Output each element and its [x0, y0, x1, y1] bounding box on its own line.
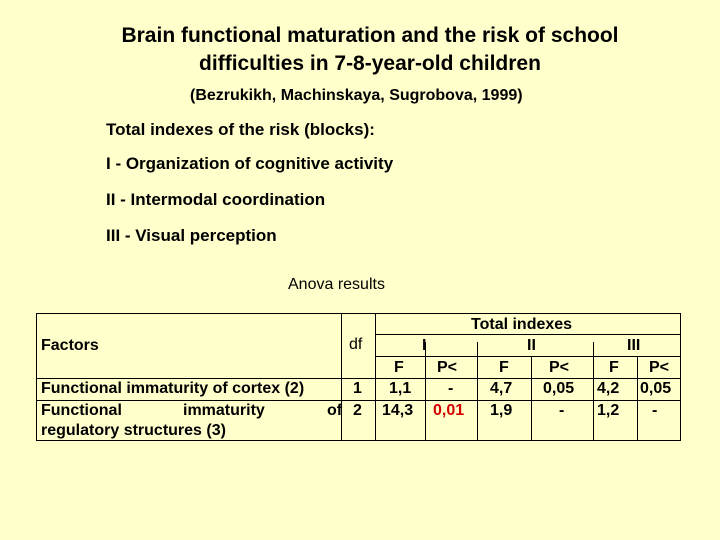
row-2-p-i-highlighted: 0,01: [433, 402, 465, 419]
block-header-underline: [375, 356, 680, 357]
row-1-f-iii: 4,2: [597, 380, 620, 397]
row-1-p-iii: 0,05: [640, 380, 672, 397]
citation: (Bezrukikh, Machinskaya, Sugrobova, 1999): [190, 87, 523, 104]
row-1-f-ii: 4,7: [490, 380, 513, 397]
divider-col: [637, 356, 638, 440]
divider-df-values: [375, 314, 376, 440]
row-2-p-iii: -: [652, 402, 658, 419]
row-1-factor: Functional immaturity of cortex (2): [41, 380, 305, 397]
row-2-df: 2: [353, 402, 362, 419]
block-item-2: II - Intermodal coordination: [106, 190, 326, 209]
row-2-factor-line-2: regulatory structures (3): [41, 422, 226, 439]
anova-table: [36, 313, 681, 441]
anova-label: Anova results: [288, 276, 385, 293]
row-2-factor-word-3: of: [327, 402, 343, 419]
block-header-ii: II: [527, 337, 536, 354]
total-indexes-header: Total indexes: [471, 316, 573, 333]
row-2-f-ii: 1,9: [490, 402, 513, 419]
title-line-2: difficulties in 7-8-year-old children: [199, 52, 541, 75]
row-2-factor-word-1: Functional: [41, 402, 122, 419]
row-2-f-iii: 1,2: [597, 402, 620, 419]
sub-header-f: F: [609, 359, 619, 376]
page-title: [60, 22, 680, 78]
total-indexes-underline: [375, 334, 680, 335]
header-bottom-line: [37, 378, 680, 379]
sub-header-f: F: [394, 359, 404, 376]
divider-factors-df: [341, 314, 342, 440]
sub-header-p: P<: [437, 359, 458, 376]
divider-col: [531, 356, 532, 440]
block-item-3: III - Visual perception: [106, 226, 277, 245]
block-item-1: I - Organization of cognitive activity: [106, 154, 394, 173]
row-2-p-ii: -: [559, 402, 565, 419]
sub-header-p: P<: [649, 359, 670, 376]
row-1-p-ii: 0,05: [543, 380, 575, 397]
block-header-iii: III: [627, 337, 641, 354]
row-divider: [37, 400, 680, 401]
block-header-i: I: [422, 337, 427, 354]
df-header: df: [349, 336, 363, 353]
row-1-p-i: -: [448, 380, 454, 397]
sub-header-p: P<: [549, 359, 570, 376]
factors-header: Factors: [41, 337, 99, 354]
row-2-factor-word-2: immaturity: [183, 402, 265, 419]
row-2-f-i: 14,3: [382, 402, 414, 419]
title-line-1: Brain functional maturation and the risk of school: [121, 24, 619, 47]
intro-text: Total indexes of the risk (blocks):: [106, 120, 375, 139]
sub-header-f: F: [499, 359, 509, 376]
row-1-f-i: 1,1: [389, 380, 412, 397]
row-1-df: 1: [353, 380, 362, 397]
